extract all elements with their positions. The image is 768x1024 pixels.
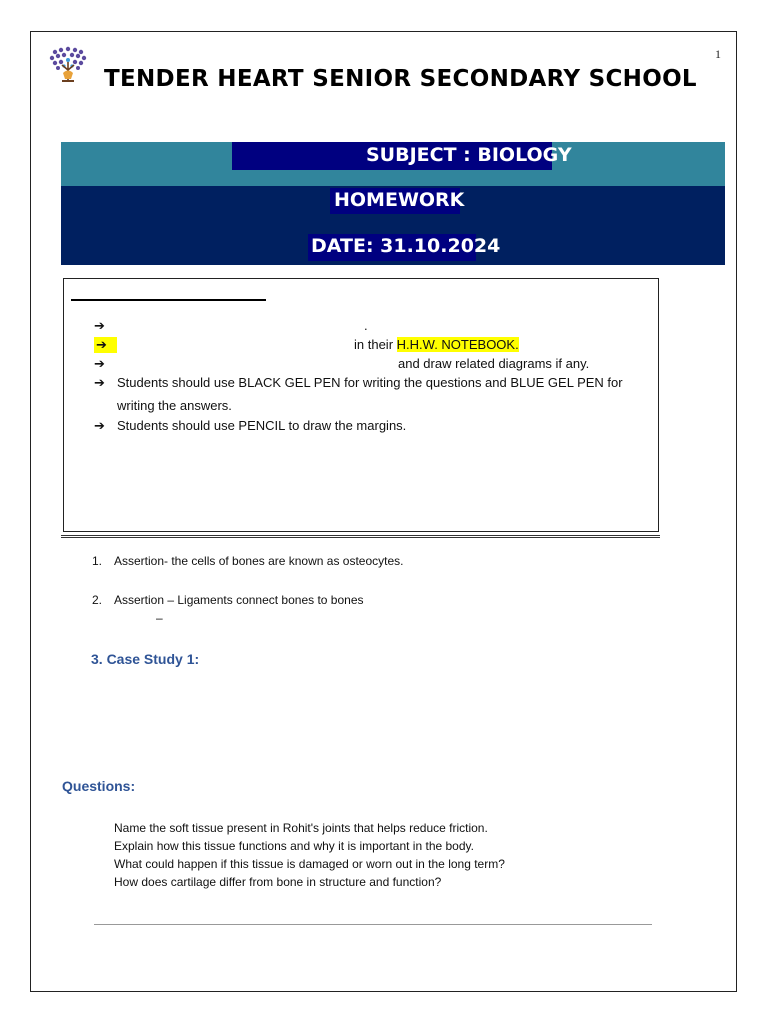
sub-question: Name the soft tissue present in Rohit's joints that helps reduce friction. [114,821,488,835]
homework-title: HOMEWORK [334,189,465,211]
subject-title: SUBJECT : BIOLOGY [366,144,572,166]
instruction-line-2-text: in their [354,337,397,352]
instruction-line-2 [354,337,519,352]
arrow-icon: ➔ [94,418,105,433]
questions-heading: Questions: [62,778,136,794]
instruction-line-3: and draw related diagrams if any. [398,356,590,371]
section-divider [61,535,660,538]
instruction-line-4: Students should use BLACK GEL PEN for writing the questions and BLUE GEL PEN for [117,375,623,390]
school-name: TENDER HEART SENIOR SECONDARY SCHOOL [104,66,697,92]
question-2-continued: – [156,611,163,625]
page-number: 1 [715,47,721,61]
homework-date: DATE: 31.10.2024 [311,235,501,257]
instruction-line-4-continued: writing the answers. [117,398,232,413]
case-study-heading: 3. Case Study 1: [91,651,200,667]
arrow-icon: ➔ [94,318,105,333]
arrow-icon: ➔ [94,337,117,353]
arrow-icon: ➔ [94,356,105,371]
question-2-number: 2. [92,593,103,607]
instruction-line-1: . [364,318,368,333]
sub-question: Explain how this tissue functions and why it is important in the body. [114,839,474,853]
sub-question: What could happen if this tissue is damaged or worn out in the long term? [114,857,505,871]
school-crest-tree-icon [47,46,89,86]
sub-question: How does cartilage differ from bone in structure and function? [114,875,442,889]
question-1-text: Assertion- the cells of bones are known as osteocytes. [114,554,404,568]
notebook-highlight: H.H.W. NOTEBOOK. [396,337,519,352]
question-2-text: Assertion – Ligaments connect bones to bones [114,593,364,607]
question-1-number: 1. [92,554,103,568]
instruction-line-5: Students should use PENCIL to draw the margins. [117,418,407,433]
bottom-divider [94,924,652,925]
arrow-icon: ➔ [94,375,105,390]
instructions-heading-underline [71,299,266,301]
